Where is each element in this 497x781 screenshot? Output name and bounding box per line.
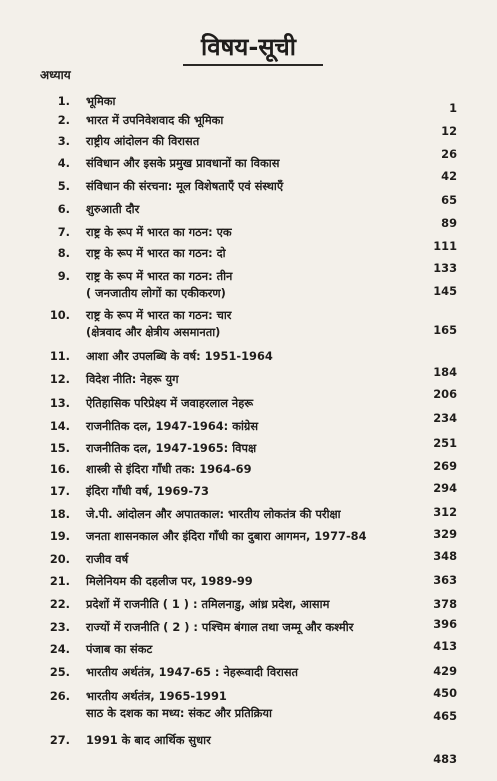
- page-number: 465: [433, 709, 457, 723]
- chapter-title: जनता शासनकाल और इंदिरा गाँधी का दुबारा आगमन, 1977-84: [86, 529, 367, 543]
- chapter-number: 3.: [57, 134, 70, 148]
- page-number: 348: [433, 549, 457, 563]
- page-number: 26: [441, 147, 457, 161]
- chapter-number: 6.: [57, 202, 70, 216]
- page-number: 42: [441, 169, 457, 183]
- chapter-title: विदेश नीति: नेहरू युग: [86, 372, 179, 386]
- page-title: विषय-सूची: [201, 32, 296, 61]
- chapter-title: मिलेनियम की दहलीज पर, 1989-99: [86, 574, 253, 588]
- chapter-column-label: अध्याय: [40, 68, 71, 82]
- chapter-number: 21.: [49, 574, 70, 588]
- chapter-title: राष्ट्र के रूप में भारत का गठन: एक: [86, 225, 232, 239]
- page-number: 165: [433, 323, 457, 337]
- chapter-title: राष्ट्रीय आंदोलन की विरासत: [86, 134, 200, 148]
- chapter-number: 14.: [49, 419, 70, 433]
- chapter-subtitle: (क्षेत्रवाद और क्षेत्रीय असमानता): [86, 325, 221, 339]
- chapter-title: भारतीय अर्थतंत्र, 1965-1991: [86, 689, 227, 703]
- chapter-title: राष्ट्र के रूप में भारत का गठन: दो: [86, 246, 226, 260]
- page-number: 206: [433, 387, 457, 401]
- page-number: 396: [433, 617, 457, 631]
- chapter-number: 7.: [57, 225, 70, 239]
- chapter-title: संविधान की संरचना: मूल विशेषताएँ एवं संस्थाएँ: [86, 179, 284, 193]
- chapter-number: 17.: [49, 484, 70, 498]
- chapter-subtitle: ( जनजातीय लोगों का एकीकरण): [86, 286, 226, 300]
- chapter-title: संविधान और इसके प्रमुख प्रावधानों का विकास: [86, 156, 280, 170]
- page-number: 363: [433, 573, 457, 587]
- chapter-number: 11.: [49, 349, 70, 363]
- chapter-title: भारतीय अर्थतंत्र, 1947-65 : नेहरूवादी विरासत: [86, 665, 299, 679]
- chapter-title: जे.पी. आंदोलन और अपातकाल: भारतीय लोकतंत्र की परीक्षा: [86, 507, 341, 521]
- chapter-title: भूमिका: [86, 94, 116, 108]
- chapter-number: 26.: [49, 689, 70, 703]
- page-number: 89: [441, 216, 457, 230]
- page-number: 450: [433, 686, 457, 700]
- chapter-number: 9.: [57, 269, 70, 283]
- chapter-title: ऐतिहासिक परिप्रेक्ष्य में जवाहरलाल नेहरू: [86, 396, 254, 410]
- page-number: 234: [433, 411, 457, 425]
- chapter-number: 27.: [49, 733, 70, 747]
- chapter-number: 18.: [49, 507, 70, 521]
- chapter-number: 24.: [49, 642, 70, 656]
- chapter-title: 1991 के बाद आर्थिक सुधार: [86, 733, 211, 747]
- chapter-title: भारत में उपनिवेशवाद की भूमिका: [86, 113, 224, 127]
- page-number: 1: [449, 101, 457, 115]
- chapter-title: राष्ट्र के रूप में भारत का गठन: तीन: [86, 269, 233, 283]
- chapter-number: 23.: [49, 620, 70, 634]
- chapter-number: 15.: [49, 441, 70, 455]
- chapter-title: शुरुआती दौर: [86, 202, 140, 216]
- page-number: 184: [433, 365, 457, 379]
- chapter-title: राजनीतिक दल, 1947-1964: कांग्रेस: [86, 419, 259, 433]
- page-number: 312: [433, 505, 457, 519]
- chapter-title: आशा और उपलब्धि के वर्ष: 1951-1964: [86, 349, 273, 363]
- chapter-title: राज्यों में राजनीति ( 2 ) : पश्चिम बंगाल तथा जम्मू और कश्मीर: [86, 620, 354, 634]
- chapter-title: इंदिरा गाँधी वर्ष, 1969-73: [86, 484, 209, 498]
- chapter-title: राष्ट्र के रूप में भारत का गठन: चार: [86, 308, 232, 322]
- page-number: 294: [433, 481, 457, 495]
- page-number: 378: [433, 597, 457, 611]
- chapter-number: 4.: [57, 156, 70, 170]
- page-number: 65: [441, 193, 457, 207]
- page-number: 413: [433, 639, 457, 653]
- page-number: 111: [433, 239, 457, 253]
- page-number: 251: [433, 436, 457, 450]
- chapter-title: राजनीतिक दल, 1947-1965: विपक्ष: [86, 441, 257, 455]
- page-number: 145: [433, 284, 457, 298]
- chapter-number: 8.: [57, 246, 70, 260]
- chapter-title: शास्त्री से इंदिरा गाँधी तक: 1964-69: [86, 462, 252, 476]
- title-underline: [183, 64, 323, 66]
- chapter-number: 2.: [57, 113, 70, 127]
- chapter-title: पंजाब का संकट: [86, 642, 153, 656]
- page-number: 133: [433, 261, 457, 275]
- chapter-number: 10.: [49, 308, 70, 322]
- page-number: 329: [433, 527, 457, 541]
- chapter-number: 5.: [57, 179, 70, 193]
- chapter-number: 20.: [49, 552, 70, 566]
- chapter-number: 13.: [49, 396, 70, 410]
- chapter-number: 12.: [49, 372, 70, 386]
- page-number: 269: [433, 459, 457, 473]
- page-number: 429: [433, 664, 457, 678]
- page-number: 12: [441, 124, 457, 138]
- chapter-number: 22.: [49, 597, 70, 611]
- chapter-number: 1.: [57, 94, 70, 108]
- chapter-subtitle: साठ के दशक का मध्य: संकट और प्रतिक्रिया: [86, 706, 272, 720]
- chapter-number: 25.: [49, 665, 70, 679]
- chapter-number: 16.: [49, 462, 70, 476]
- chapter-title: प्रदेशों में राजनीति ( 1 ) : तमिलनाडु, आंध्र प्रदेश, आसाम: [86, 597, 330, 611]
- chapter-number: 19.: [49, 529, 70, 543]
- chapter-title: राजीव वर्ष: [86, 552, 129, 566]
- page-number: 483: [433, 752, 457, 766]
